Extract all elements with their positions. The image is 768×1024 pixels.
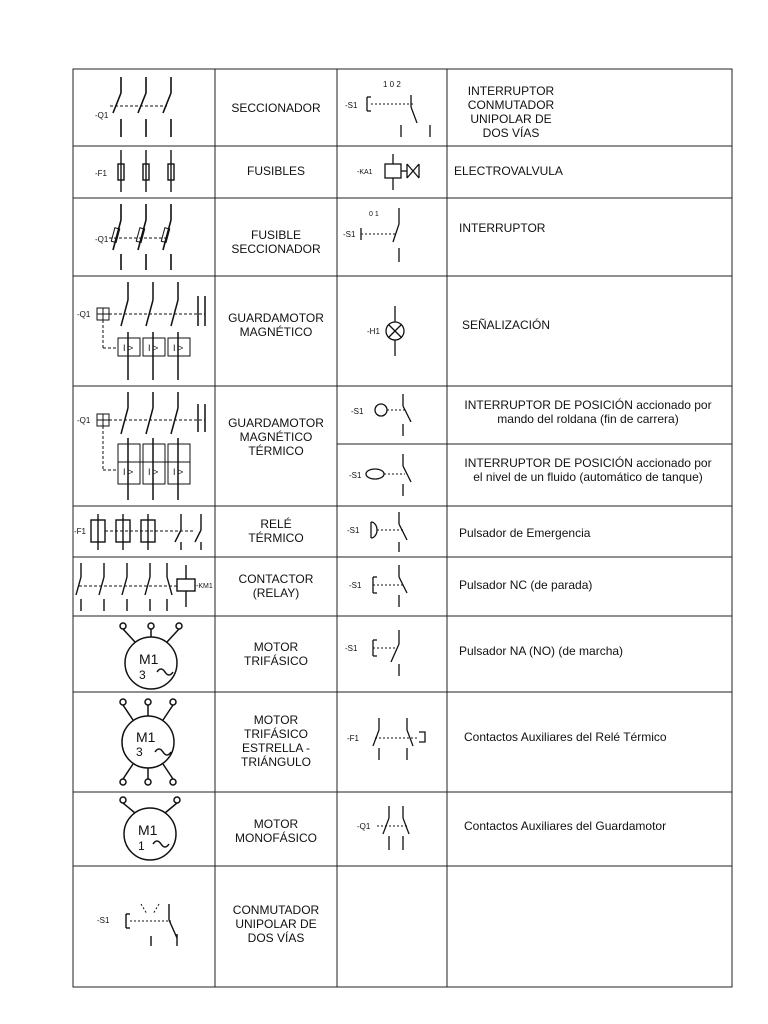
svg-text:I >: I > bbox=[148, 467, 159, 477]
guardamotor-magnetico-symbol bbox=[73, 276, 215, 386]
pulsador-emergencia-symbol bbox=[337, 506, 447, 557]
desc-nivel-fluido: INTERRUPTOR DE POSICIÓN accionado por el nivel de un fluido (automático de tanque) bbox=[464, 456, 712, 484]
motor-estrella-triangulo-symbol bbox=[73, 692, 215, 792]
label-fusibles: FUSIBLES bbox=[246, 164, 306, 178]
label-motor-monofasico: MOTOR MONOFÁSICO bbox=[234, 817, 317, 845]
label-guardamotor-magnetico: GUARDAMOTOR MAGNÉTICO bbox=[228, 311, 324, 339]
label-contactor: CONTACTOR (RELAY) bbox=[238, 572, 314, 600]
svg-text:-KA1: -KA1 bbox=[357, 169, 373, 176]
svg-text:-S1: -S1 bbox=[351, 407, 364, 416]
label-rele-termico: RELÉ TÉRMICO bbox=[248, 517, 304, 545]
desc-pulsador-nc: Pulsador NC (de parada) bbox=[459, 578, 593, 592]
svg-text:M1: M1 bbox=[138, 822, 158, 838]
seccionador-symbol bbox=[73, 69, 215, 146]
svg-text:1 0 2: 1 0 2 bbox=[383, 80, 401, 89]
contactos-guardamotor-symbol bbox=[337, 792, 447, 866]
pulsador-nc-symbol bbox=[337, 557, 447, 616]
svg-text:I >: I > bbox=[173, 343, 184, 353]
contactor-symbol bbox=[73, 557, 215, 616]
svg-text:-S1: -S1 bbox=[343, 230, 356, 239]
label-fusible-seccionador: FUSIBLE SECCIONADOR bbox=[231, 228, 321, 256]
svg-text:-H1: -H1 bbox=[367, 327, 380, 336]
label-seccionador: SECCIONADOR bbox=[231, 101, 321, 115]
desc-pulsador-emergencia: Pulsador de Emergencia bbox=[459, 526, 591, 540]
label-motor-trifasico: MOTOR TRIFÁSICO bbox=[243, 640, 308, 668]
svg-text:-S1: -S1 bbox=[347, 526, 360, 535]
svg-text:3: 3 bbox=[136, 745, 143, 759]
desc-fin-de-carrera: INTERRUPTOR DE POSICIÓN accionado por mando del roldana (fin de carrera) bbox=[464, 398, 712, 426]
guardamotor-magnetico-termico-symbol bbox=[73, 386, 215, 506]
svg-text:-S1: -S1 bbox=[349, 471, 362, 480]
label-guardamotor-magnetico-termico: GUARDAMOTOR MAGNÉTICO TÉRMICO bbox=[228, 416, 324, 458]
svg-text:0 1: 0 1 bbox=[369, 211, 379, 218]
svg-text:-Q1: -Q1 bbox=[77, 310, 91, 319]
desc-electrovalvula: ELECTROVALVULA bbox=[454, 164, 563, 178]
desc-interruptor-conmutador: INTERRUPTOR CONMUTADOR UNIPOLAR DE DOS VÍAS bbox=[467, 84, 555, 140]
svg-text:-S1: -S1 bbox=[345, 101, 358, 110]
conmutador-unipolar-symbol bbox=[73, 866, 215, 987]
interruptor-conmutador-symbol bbox=[337, 69, 447, 146]
motor-trifasico-symbol bbox=[73, 616, 215, 692]
svg-text:-F1: -F1 bbox=[347, 734, 359, 743]
fusible-seccionador-symbol bbox=[73, 198, 215, 276]
desc-contactos-guardamotor: Contactos Auxiliares del Guardamotor bbox=[464, 819, 667, 833]
svg-text:M1: M1 bbox=[139, 651, 159, 667]
rele-termico-symbol bbox=[73, 506, 215, 557]
motor-monofasico-symbol bbox=[73, 792, 215, 866]
svg-text:-Q1: -Q1 bbox=[357, 822, 371, 831]
desc-contactos-rele-termico: Contactos Auxiliares del Relé Térmico bbox=[464, 730, 667, 744]
svg-text:-F1: -F1 bbox=[95, 169, 107, 178]
contactos-rele-termico-symbol bbox=[337, 692, 447, 792]
fusibles-symbol bbox=[73, 146, 215, 198]
svg-text:-KM1: -KM1 bbox=[196, 583, 213, 590]
nivel-fluido-symbol bbox=[337, 444, 447, 506]
desc-senalizacion: SEÑALIZACIÓN bbox=[462, 318, 551, 332]
svg-text:-S1: -S1 bbox=[97, 916, 110, 925]
svg-text:-S1: -S1 bbox=[345, 644, 358, 653]
fin-de-carrera-symbol bbox=[337, 386, 447, 444]
svg-text:-Q1: -Q1 bbox=[95, 111, 109, 120]
svg-text:-Q1: -Q1 bbox=[77, 416, 91, 425]
svg-text:-S1: -S1 bbox=[349, 581, 362, 590]
interruptor-symbol bbox=[337, 198, 447, 276]
svg-text:M1: M1 bbox=[136, 729, 156, 745]
label-motor-estrella-triangulo: MOTOR TRIFÁSICO ESTRELLA - TRIÁNGULO bbox=[240, 713, 311, 769]
desc-interruptor: INTERRUPTOR bbox=[459, 221, 546, 235]
desc-pulsador-na: Pulsador NA (NO) (de marcha) bbox=[459, 644, 624, 658]
senalizacion-symbol bbox=[337, 276, 447, 386]
svg-text:I >: I > bbox=[123, 467, 134, 477]
svg-text:-F1: -F1 bbox=[74, 527, 86, 536]
svg-text:3: 3 bbox=[139, 668, 146, 682]
label-conmutador-unipolar: CONMUTADOR UNIPOLAR DE DOS VÍAS bbox=[232, 903, 320, 945]
svg-text:I >: I > bbox=[123, 343, 134, 353]
svg-text:1: 1 bbox=[138, 839, 145, 853]
svg-text:-Q1: -Q1 bbox=[95, 235, 109, 244]
pulsador-na-symbol bbox=[337, 616, 447, 692]
electrovalvula-symbol bbox=[337, 146, 447, 198]
svg-text:I >: I > bbox=[173, 467, 184, 477]
svg-text:I >: I > bbox=[148, 343, 159, 353]
